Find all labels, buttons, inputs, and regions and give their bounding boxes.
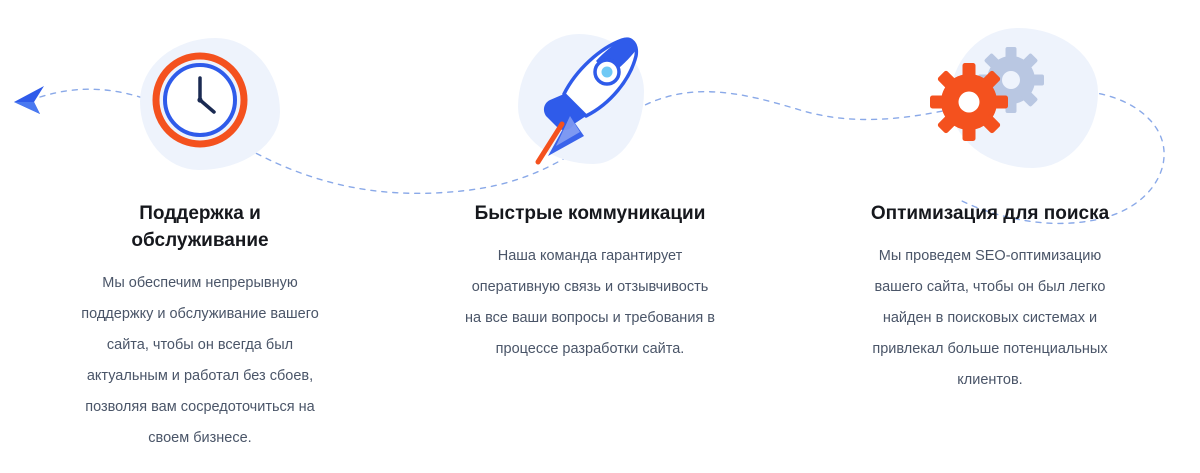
clock-icon [148, 48, 252, 152]
feature-title: Быстрые коммуникации [474, 203, 706, 224]
feature-icon-container [0, 0, 400, 200]
gears-icon [925, 40, 1055, 160]
arrow-left-triangle-icon [10, 82, 50, 127]
feature-card-seo [780, 0, 1200, 396]
feature-description: Наша команда гарантирует оперативную связь и отзывчивость на все ваши вопросы и требования в процессе разработки сайта. [464, 248, 716, 357]
feature-icon-container [780, 0, 1200, 200]
feature-title: Поддержка и обслуживание [131, 203, 269, 251]
feature-card-communication [400, 0, 780, 365]
feature-card-support [0, 0, 400, 454]
feature-title: Оптимизация для поиска [870, 203, 1110, 224]
rocket-icon [530, 30, 650, 170]
feature-description: Мы обеспечим непрерывную поддержку и обслуживание вашего сайта, чтобы он всегда был актуальным и работал без сбоев, позволяя вам сосредоточиться на своем бизнесе. [81, 275, 319, 446]
feature-icon-container [400, 0, 780, 200]
feature-description: Мы проведем SEO-оптимизацию вашего сайта, чтобы он был легко найден в поисковых системах и привлекал больше потенциальных клиентов. [872, 248, 1108, 388]
